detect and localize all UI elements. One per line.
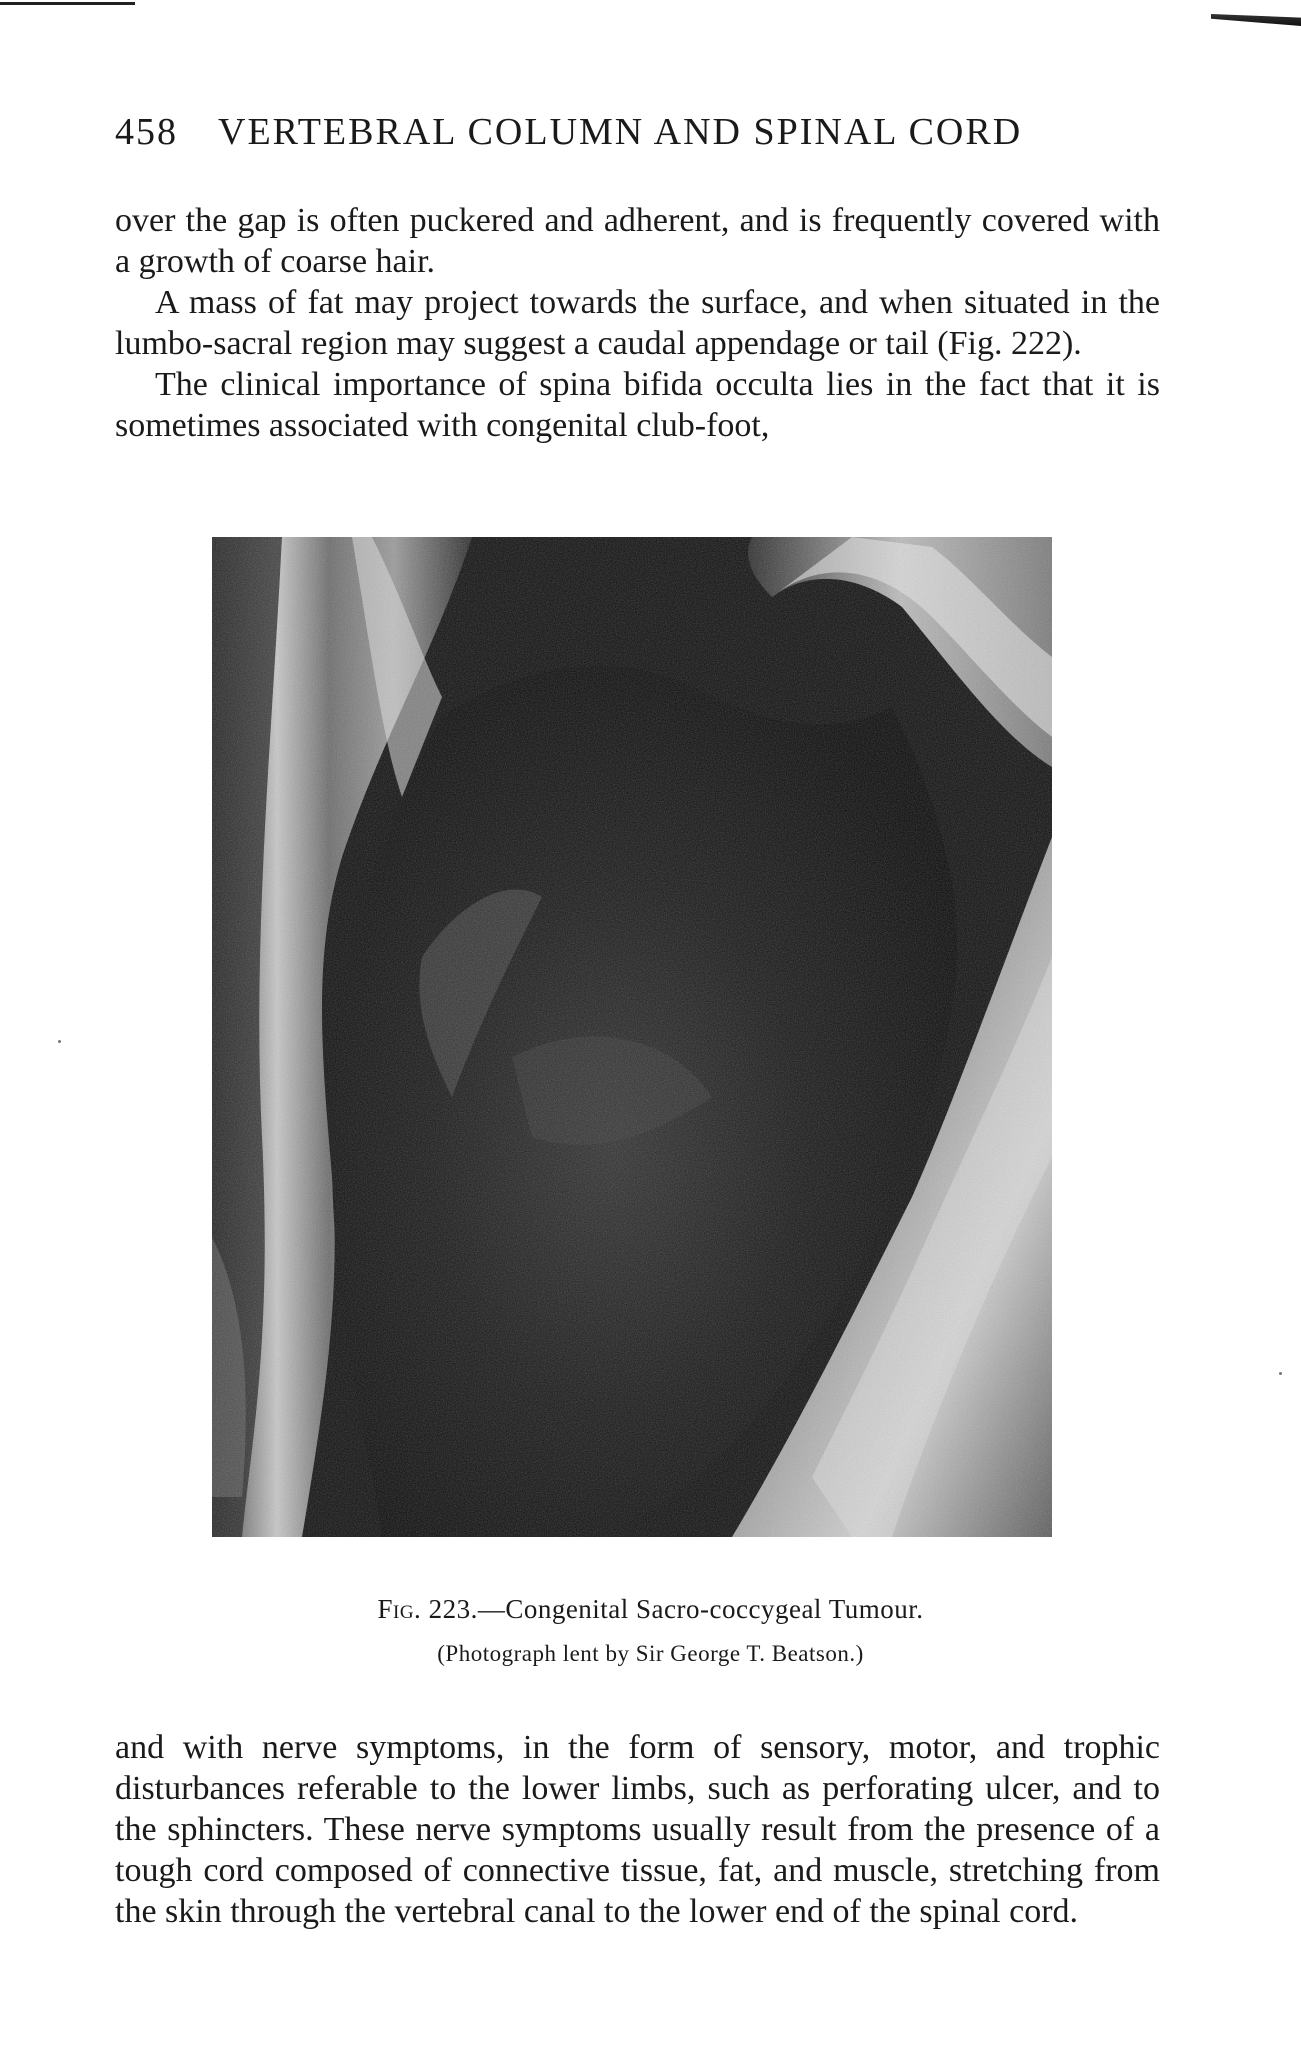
page-number: 458	[115, 111, 178, 153]
photo-illustration	[212, 537, 1052, 1537]
figure-caption	[0, 1594, 1301, 1625]
figure-credit: (Photograph lent by Sir George T. Beatson.)	[437, 1641, 864, 1666]
body-text-top	[115, 200, 1160, 446]
paragraph: A mass of fat may project towards the surface, and when situated in the lumbo-sacral region may suggest a caudal appendage or tail (Fig. 222).	[115, 284, 1160, 362]
figure-photograph	[212, 537, 1052, 1537]
running-title: VERTEBRAL COLUMN AND SPINAL CORD	[218, 111, 1023, 153]
print-speck	[58, 1040, 61, 1043]
paragraph: The clinical importance of spina bifida occulta lies in the fact that it is sometimes associated with congenital club-foot,	[115, 366, 1160, 444]
figure-label: Fig.	[377, 1594, 422, 1624]
running-header	[115, 110, 1160, 154]
top-left-rule	[0, 2, 135, 5]
figure-caption-text: 223.—Congenital Sacro-coccygeal Tumour.	[428, 1594, 924, 1624]
body-text-bottom	[115, 1727, 1160, 1932]
paragraph: over the gap is often puckered and adherent, and is frequently covered with a growth of coarse hair.	[115, 202, 1160, 280]
print-speck	[1279, 1372, 1282, 1375]
top-right-mark	[1211, 14, 1301, 26]
paragraph: and with nerve symptoms, in the form of sensory, motor, and trophic disturbances referable to the lower limbs, such as perforating ulcer, and to the sphincters. These nerve symptoms usually result from the presence of a tough cord composed of connective tissue, fat, and muscle, stretching from the skin through the vertebral canal to the lower end of the spinal cord.	[115, 1729, 1160, 1930]
